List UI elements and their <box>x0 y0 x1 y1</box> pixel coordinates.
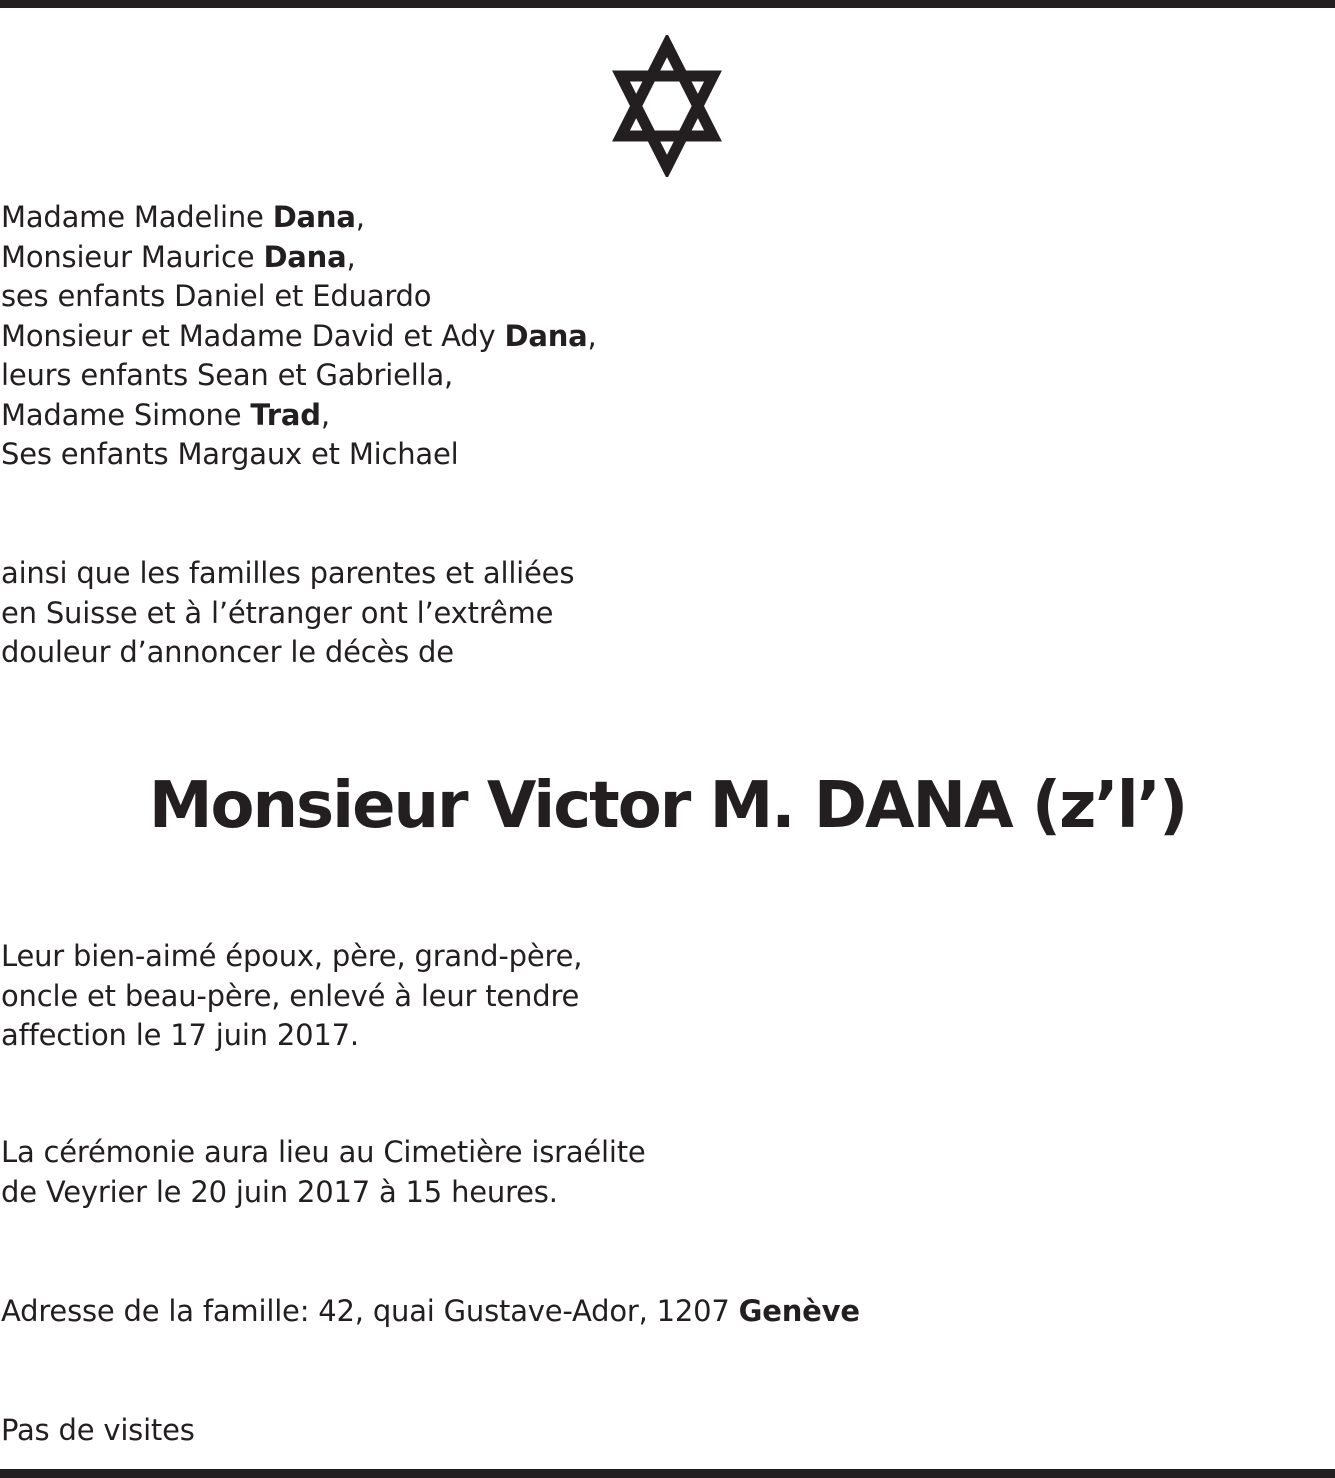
family-line: leurs enfants Sean et Gabriella, <box>1 358 454 392</box>
family-line: Ses enfants Margaux et Michael <box>1 437 459 471</box>
family-list <box>1 198 597 475</box>
top-rule <box>0 0 1335 8</box>
family-line: Madame Simone Trad, <box>1 397 330 432</box>
family-line: Madame Madeline Dana, <box>1 200 365 234</box>
description-line: affection le 17 juin 2017. <box>1 1018 359 1052</box>
relatives-line: en Suisse et à l’étranger ont l’extrême <box>1 595 554 630</box>
bottom-rule <box>0 1469 1335 1478</box>
description-line: oncle et beau-père, enlevé à leur tendre <box>1 978 580 1013</box>
deceased-name: Monsieur Victor M. DANA (z’l’) <box>148 769 1187 843</box>
visits-line: Pas de visites <box>1 1413 195 1447</box>
ceremony-paragraph <box>1 1133 646 1212</box>
ceremony-line: de Veyrier le 20 juin 2017 à 15 heures. <box>1 1174 558 1209</box>
relatives-line: douleur d’annoncer le décès de <box>1 635 454 669</box>
ceremony-line: La cérémonie aura lieu au Cimetière israélite <box>1 1135 646 1169</box>
family-address <box>1 1292 860 1332</box>
address-line: Adresse de la famille: 42, quai Gustave-Ador, 1207 Genève <box>1 1294 860 1328</box>
description-paragraph <box>1 937 582 1056</box>
star-of-david-icon <box>606 35 728 177</box>
family-line: Monsieur Maurice Dana, <box>1 239 356 274</box>
relatives-paragraph <box>1 554 574 673</box>
family-line: Monsieur et Madame David et Ady Dana, <box>1 318 597 353</box>
relatives-line: ainsi que les familles parentes et alliées <box>1 556 575 590</box>
visits-note <box>1 1411 195 1451</box>
family-line: ses enfants Daniel et Eduardo <box>1 279 432 313</box>
description-line: Leur bien-aimé époux, père, grand-père, <box>1 939 583 973</box>
